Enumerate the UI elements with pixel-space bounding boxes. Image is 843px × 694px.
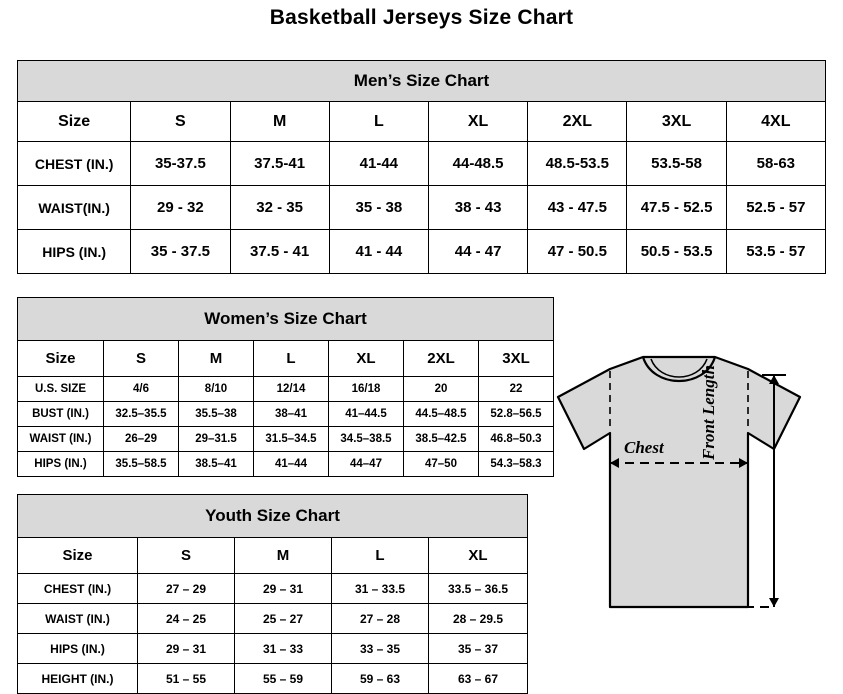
womens-header-row xyxy=(18,341,554,377)
mens-cell: 35-37.5 xyxy=(131,142,230,186)
womens-cell: 29–31.5 xyxy=(179,427,254,452)
youth-cell: 29 – 31 xyxy=(138,634,235,664)
mens-cell: 53.5-58 xyxy=(627,142,726,186)
womens-size-chart-table xyxy=(17,297,554,477)
mens-cell: 35 - 37.5 xyxy=(131,230,230,274)
table-row xyxy=(18,230,826,274)
mens-col-header: XL xyxy=(428,102,527,142)
mens-cell: 52.5 - 57 xyxy=(726,186,825,230)
mens-col-header: M xyxy=(230,102,329,142)
youth-cell: 31 – 33.5 xyxy=(332,574,429,604)
womens-cell: 38–41 xyxy=(254,402,329,427)
mens-cell: 47 - 50.5 xyxy=(528,230,627,274)
table-row xyxy=(18,142,826,186)
youth-cell: 59 – 63 xyxy=(332,664,429,694)
womens-col-header: L xyxy=(254,341,329,377)
mens-cell: 43 - 47.5 xyxy=(528,186,627,230)
youth-row-label: CHEST (IN.) xyxy=(18,574,138,604)
youth-cell: 24 – 25 xyxy=(138,604,235,634)
table-row xyxy=(18,402,554,427)
womens-cell: 12/14 xyxy=(254,377,329,402)
mens-col-header: 4XL xyxy=(726,102,825,142)
mens-cell: 44 - 47 xyxy=(428,230,527,274)
womens-cell: 22 xyxy=(479,377,554,402)
mens-header-row xyxy=(18,102,826,142)
mens-cell: 37.5 - 41 xyxy=(230,230,329,274)
shirt-measurement-diagram xyxy=(548,345,838,675)
womens-cell: 32.5–35.5 xyxy=(104,402,179,427)
womens-cell: 4/6 xyxy=(104,377,179,402)
womens-cell: 31.5–34.5 xyxy=(254,427,329,452)
womens-cell: 20 xyxy=(404,377,479,402)
mens-cell: 44-48.5 xyxy=(428,142,527,186)
mens-cell: 48.5-53.5 xyxy=(528,142,627,186)
womens-cell: 44.5–48.5 xyxy=(404,402,479,427)
womens-cell: 38.5–41 xyxy=(179,452,254,477)
womens-cell: 26–29 xyxy=(104,427,179,452)
youth-col-header: S xyxy=(138,538,235,574)
youth-col-header: XL xyxy=(429,538,528,574)
mens-cell: 35 - 38 xyxy=(329,186,428,230)
womens-row-label: U.S. SIZE xyxy=(18,377,104,402)
womens-col-header: 2XL xyxy=(404,341,479,377)
page-title: Basketball Jerseys Size Chart xyxy=(269,6,574,29)
youth-col-header: M xyxy=(235,538,332,574)
chest-measure-label: Chest xyxy=(624,438,664,457)
youth-cell: 31 – 33 xyxy=(235,634,332,664)
youth-cell: 27 – 29 xyxy=(138,574,235,604)
mens-col-header: 2XL xyxy=(528,102,627,142)
youth-col-header: Size xyxy=(18,538,138,574)
womens-col-header: M xyxy=(179,341,254,377)
table-row xyxy=(18,452,554,477)
youth-col-header: L xyxy=(332,538,429,574)
womens-col-header: 3XL xyxy=(479,341,554,377)
womens-cell: 35.5–58.5 xyxy=(104,452,179,477)
womens-cell: 46.8–50.3 xyxy=(479,427,554,452)
womens-col-header: S xyxy=(104,341,179,377)
mens-size-chart-table xyxy=(17,60,826,274)
womens-cell: 47–50 xyxy=(404,452,479,477)
womens-cell: 38.5–42.5 xyxy=(404,427,479,452)
mens-row-label: HIPS (IN.) xyxy=(18,230,131,274)
womens-col-header: XL xyxy=(329,341,404,377)
youth-size-chart-table xyxy=(17,494,528,694)
mens-col-header: S xyxy=(131,102,230,142)
mens-cell: 47.5 - 52.5 xyxy=(627,186,726,230)
womens-cell: 8/10 xyxy=(179,377,254,402)
table-row xyxy=(18,634,528,664)
womens-chart-caption: Women’s Size Chart xyxy=(18,298,554,341)
womens-cell: 41–44 xyxy=(254,452,329,477)
tshirt-icon xyxy=(548,345,838,675)
womens-cell: 52.8–56.5 xyxy=(479,402,554,427)
womens-cell: 34.5–38.5 xyxy=(329,427,404,452)
youth-row-label: WAIST (IN.) xyxy=(18,604,138,634)
table-row xyxy=(18,604,528,634)
youth-chart-caption: Youth Size Chart xyxy=(18,495,528,538)
mens-cell: 32 - 35 xyxy=(230,186,329,230)
mens-cell: 37.5-41 xyxy=(230,142,329,186)
womens-row-label: HIPS (IN.) xyxy=(18,452,104,477)
youth-header-row xyxy=(18,538,528,574)
table-row xyxy=(18,377,554,402)
womens-cell: 44–47 xyxy=(329,452,404,477)
womens-cell: 35.5–38 xyxy=(179,402,254,427)
mens-cell: 41-44 xyxy=(329,142,428,186)
youth-cell: 33.5 – 36.5 xyxy=(429,574,528,604)
youth-row-label: HEIGHT (IN.) xyxy=(18,664,138,694)
youth-cell: 35 – 37 xyxy=(429,634,528,664)
mens-cell: 41 - 44 xyxy=(329,230,428,274)
youth-cell: 25 – 27 xyxy=(235,604,332,634)
youth-cell: 51 – 55 xyxy=(138,664,235,694)
mens-cell: 29 - 32 xyxy=(131,186,230,230)
womens-cell: 16/18 xyxy=(329,377,404,402)
youth-cell: 55 – 59 xyxy=(235,664,332,694)
womens-cell: 41–44.5 xyxy=(329,402,404,427)
mens-cell: 38 - 43 xyxy=(428,186,527,230)
table-row xyxy=(18,427,554,452)
womens-col-header: Size xyxy=(18,341,104,377)
youth-cell: 29 – 31 xyxy=(235,574,332,604)
youth-cell: 33 – 35 xyxy=(332,634,429,664)
womens-cell: 54.3–58.3 xyxy=(479,452,554,477)
mens-row-label: WAIST(IN.) xyxy=(18,186,131,230)
youth-cell: 63 – 67 xyxy=(429,664,528,694)
youth-cell: 27 – 28 xyxy=(332,604,429,634)
front-length-measure-label: Front Length xyxy=(699,365,718,460)
mens-cell: 58-63 xyxy=(726,142,825,186)
table-row xyxy=(18,186,826,230)
mens-col-header: L xyxy=(329,102,428,142)
youth-row-label: HIPS (IN.) xyxy=(18,634,138,664)
womens-row-label: WAIST (IN.) xyxy=(18,427,104,452)
mens-row-label: CHEST (IN.) xyxy=(18,142,131,186)
mens-chart-caption: Men’s Size Chart xyxy=(18,61,826,102)
mens-col-header: 3XL xyxy=(627,102,726,142)
mens-cell: 53.5 - 57 xyxy=(726,230,825,274)
youth-cell: 28 – 29.5 xyxy=(429,604,528,634)
womens-row-label: BUST (IN.) xyxy=(18,402,104,427)
mens-cell: 50.5 - 53.5 xyxy=(627,230,726,274)
mens-col-header: Size xyxy=(18,102,131,142)
table-row xyxy=(18,574,528,604)
